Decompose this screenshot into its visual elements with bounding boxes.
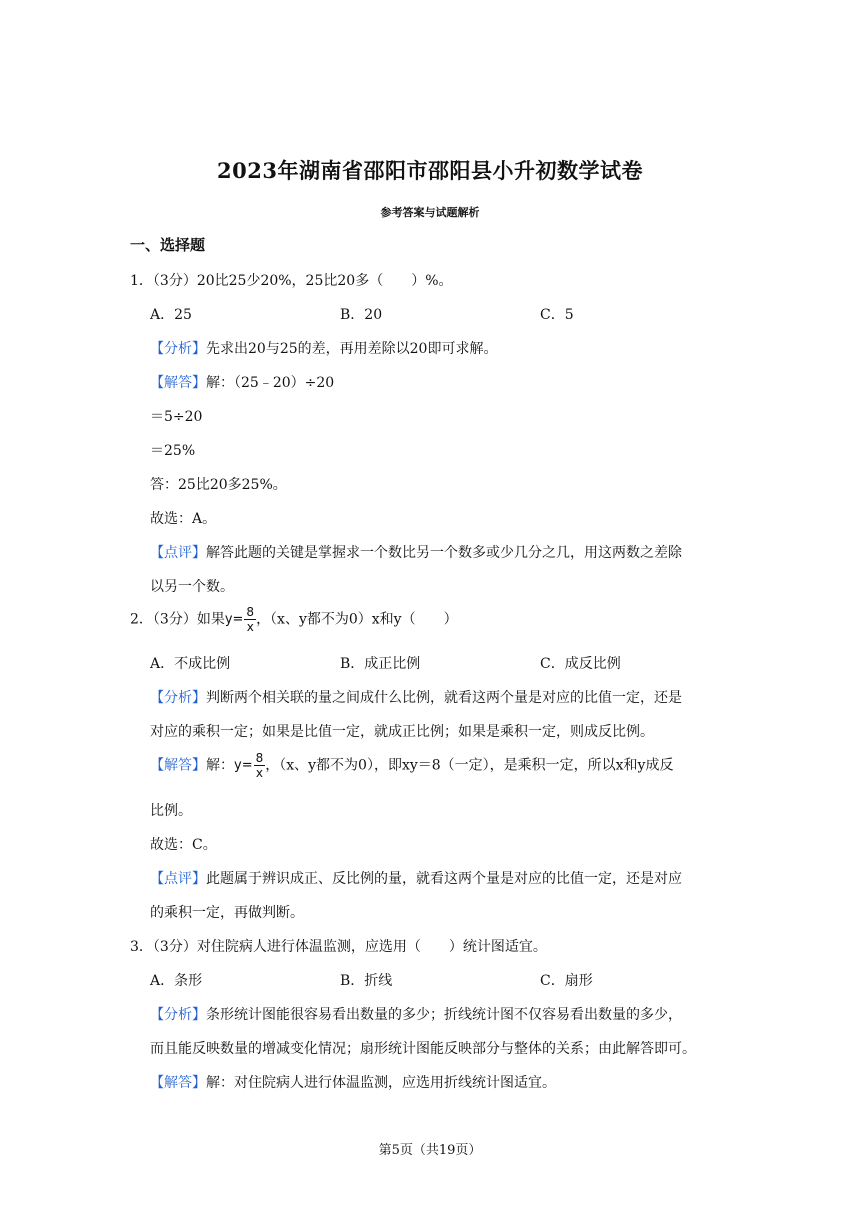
q1-option-a: A．25 [150, 307, 192, 323]
fraction-numerator: 8 [255, 751, 264, 765]
q1-comment-line-2: 以另一个数。 [150, 579, 234, 595]
q3-option-a: A．条形 [150, 973, 203, 989]
comment-tag: 【点评】 [150, 871, 206, 887]
q2-answer-line-2: 比例。 [150, 803, 192, 819]
analysis-text: 判断两个相关联的量之间成什么比例，就看这两个量是对应的比值一定，还是 [206, 690, 682, 706]
q1-answer-line-2: ＝5÷20 [150, 409, 203, 425]
analysis-tag: 【分析】 [150, 690, 206, 706]
q3-analysis [150, 1004, 682, 1024]
q1-option-b: B．20 [340, 307, 383, 323]
comment-text: 此题属于辨识成正、反比例的量，就看这两个量是对应的比值一定，还是对应 [206, 871, 682, 887]
q2-choice: 故选：C。 [150, 837, 217, 853]
analysis-tag: 【分析】 [150, 341, 206, 357]
answer-tag: 【解答】 [150, 1075, 206, 1091]
q1-answer-line-3: ＝25% [150, 443, 196, 459]
q2-answer [150, 752, 673, 779]
q2-analysis [150, 687, 682, 707]
q2-option-a: A．不成比例 [150, 656, 231, 672]
q2-stem-pre: 2．（3分）如果 [130, 611, 225, 628]
q1-answer [150, 372, 334, 392]
page-subtitle: 参考答案与试题解析 [380, 206, 480, 219]
fraction-y: y= [234, 758, 253, 773]
fraction-numerator: 8 [246, 605, 255, 619]
fraction-denominator: x [255, 766, 263, 780]
answer-tag: 【解答】 [150, 757, 206, 774]
answer-line: 解：（25﹣20）÷20 [206, 375, 335, 391]
q3-answer [150, 1072, 556, 1092]
answer-text: 解：对住院病人进行体温监测，应选用折线统计图适宜。 [206, 1075, 556, 1091]
fraction-y: y= [224, 612, 244, 627]
comment-text: 解答此题的关键是掌握求一个数比另一个数多或少几分之几，用这两数之差除 [206, 545, 682, 561]
q2-option-b: B．成正比例 [340, 656, 421, 672]
q1-choice: 故选：A。 [150, 511, 217, 527]
answer-post: ，（x、y都不为0），即xy＝8（一定），是乘积一定，所以x和y成反 [265, 757, 674, 774]
q3-option-c: C．扇形 [540, 973, 593, 989]
q1-analysis [150, 338, 497, 358]
q1-stem: 1．（3分）20比25少20%，25比20多（ ）%。 [130, 273, 453, 289]
q2-stem [130, 606, 458, 633]
q3-analysis-line-2: 而且能反映数量的增减变化情况；扇形统计图能反映部分与整体的关系；由此解答即可。 [150, 1041, 696, 1057]
q2-stem-post: ，（x、y都不为0）x和y（ ） [256, 611, 458, 628]
fraction-formula [225, 606, 256, 633]
analysis-text: 条形统计图能很容易看出数量的多少；折线统计图不仅容易看出数量的多少， [206, 1007, 682, 1023]
q1-comment [150, 542, 682, 562]
fraction-denominator: x [246, 620, 254, 634]
section-heading: 一、选择题 [130, 236, 206, 254]
q2-analysis-line-2: 对应的乘积一定；如果是比值一定，就成正比例；如果是乘积一定，则成反比例。 [150, 724, 654, 740]
fraction-formula [234, 752, 265, 779]
comment-tag: 【点评】 [150, 545, 206, 561]
q2-option-c: C．成反比例 [540, 656, 621, 672]
answer-pre: 解： [206, 757, 234, 774]
analysis-text: 先求出20与25的差，再用差除以20即可求解。 [206, 341, 498, 357]
q2-comment [150, 868, 682, 888]
q1-option-c: C．5 [540, 307, 574, 323]
q1-answer-line-4: 答：25比20多25%。 [150, 477, 287, 493]
q3-stem: 3．（3分）对住院病人进行体温监测，应选用（ ）统计图适宜。 [130, 939, 547, 955]
page-footer: 第5页（共19页） [378, 1143, 482, 1158]
answer-tag: 【解答】 [150, 375, 206, 391]
q3-option-b: B．折线 [340, 973, 393, 989]
page-title: 2023年湖南省邵阳市邵阳县小升初数学试卷 [217, 158, 643, 183]
q2-comment-line-2: 的乘积一定，再做判断。 [150, 905, 304, 921]
analysis-tag: 【分析】 [150, 1007, 206, 1023]
